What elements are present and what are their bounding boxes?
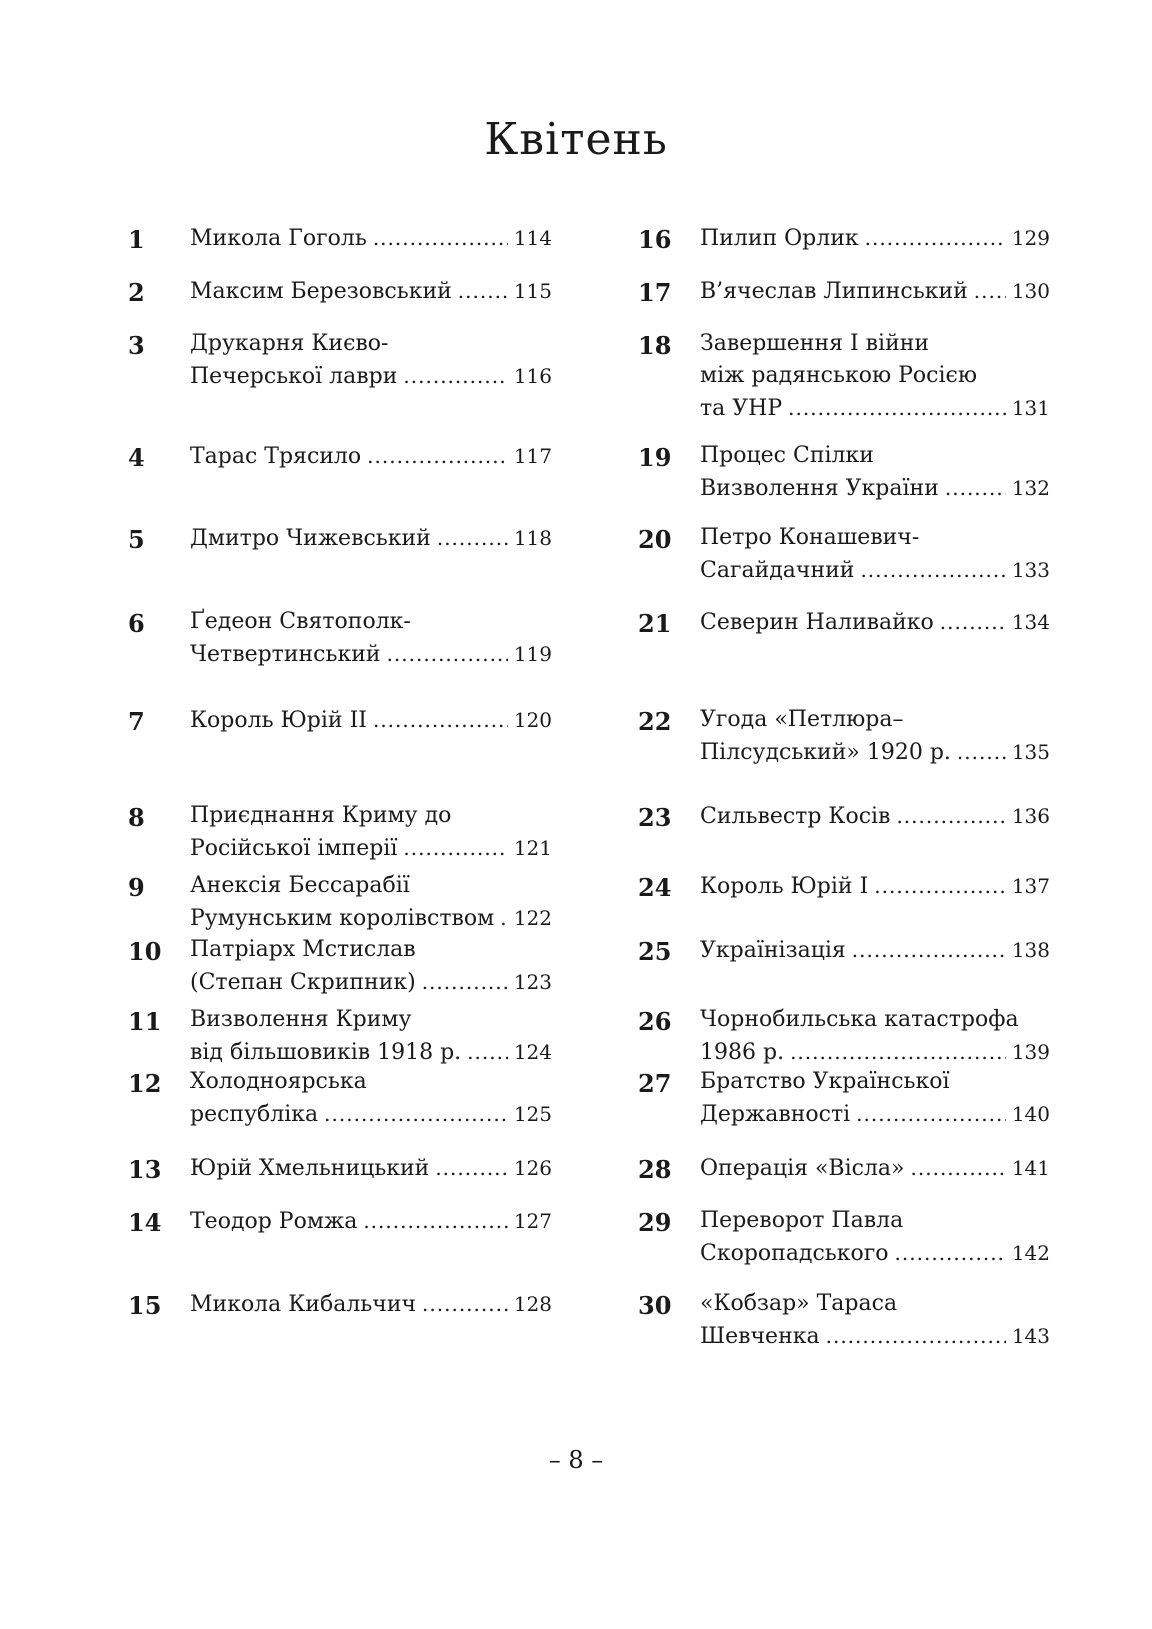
entry-last-line [190,1205,552,1238]
page-ref: 143 [1011,1324,1050,1348]
entry-last-line [700,1152,1050,1185]
entry-last-line [190,704,552,737]
entry-title-text: Микола Гоголь [190,226,367,251]
entry-body [190,1066,552,1131]
page-ref: 115 [513,279,552,303]
day-number: 20 [638,525,672,554]
entry-body [700,222,1050,255]
day-number: 29 [638,1208,672,1237]
toc-entry[interactable] [128,440,552,474]
day-number: 17 [638,278,672,307]
page-ref: 126 [513,1156,552,1180]
dot-leader [874,870,1006,902]
page-ref: 134 [1011,610,1050,634]
entry-body [700,934,1050,967]
entry-last-line [700,934,1050,967]
entry-body [700,275,1050,308]
page-ref: 117 [513,444,552,468]
toc-entry[interactable] [638,934,1050,968]
entry-last-line [700,554,1050,587]
entry-title-text: Друкарня Києво- [190,331,389,356]
entry-title-text: Процес Спілки [700,443,874,468]
entry-title-text: Пилип Орлик [700,226,859,251]
entry-line [700,328,1050,360]
page-ref: 124 [513,1040,552,1064]
entry-last-line [700,736,1050,769]
page-ref: 140 [1011,1102,1050,1126]
page-ref: 114 [513,226,552,250]
entry-body [190,1152,552,1185]
toc-entry[interactable] [638,440,1050,505]
dot-leader [826,1320,1006,1352]
dot-leader [367,440,508,472]
entry-last-line [190,1288,552,1321]
entry-title-text: Микола Кибальчич [190,1292,417,1317]
entry-title-text: Дмитро Чижевський [190,526,431,551]
dot-leader [957,736,1006,768]
entry-title-text: Українізація [700,938,846,963]
entry-line [700,1205,1050,1237]
entry-title-text: Патріарх Мстислав [190,937,416,962]
entry-body [700,1288,1050,1353]
entry-title-text: Операція «Вісла» [700,1156,905,1181]
entry-body [190,606,552,671]
dot-leader [324,1098,508,1130]
entry-body [700,440,1050,505]
entry-title-text: Король Юрій ІІ [190,708,367,733]
page-ref: 119 [513,642,552,666]
toc-entry[interactable] [128,606,552,671]
toc-entry[interactable] [638,222,1050,256]
page-ref: 139 [1011,1040,1050,1064]
entry-body [190,222,552,255]
page-ref: 122 [513,906,552,930]
entry-title-text: В’ячеслав Липинський [700,279,968,304]
toc-entry[interactable] [128,1205,552,1239]
entry-last-line [190,1098,552,1131]
day-number: 13 [128,1155,162,1184]
page-ref: 135 [1011,740,1050,764]
toc-entry[interactable] [128,1004,552,1069]
dot-leader [500,902,508,934]
entry-body [190,704,552,737]
entry-title-text: Тарас Трясило [190,444,362,469]
day-number: 15 [128,1291,162,1320]
entry-last-line [190,832,552,865]
entry-title-text: Юрій Хмельницький [190,1156,430,1181]
entry-last-line [700,1098,1050,1131]
entry-title-text: від більшовиків 1918 р. [190,1040,462,1065]
entry-last-line [190,522,552,555]
toc-entry[interactable] [638,1205,1050,1270]
entry-title-text: Сильвестр Косів [700,804,891,829]
entry-last-line [700,1036,1050,1069]
page-ref: 130 [1011,279,1050,303]
entry-title-text: Російської імперії [190,836,398,861]
page-ref: 120 [513,708,552,732]
dot-leader [422,966,508,998]
entry-last-line [700,275,1050,308]
entry-body [190,870,552,935]
dot-leader [852,934,1006,966]
entry-title-text: Скоропадського [700,1241,889,1266]
day-number: 26 [638,1007,672,1036]
entry-body [700,606,1050,639]
toc-entry[interactable] [638,1152,1050,1186]
entry-title-text: Чорнобильська катастрофа [700,1007,1019,1032]
entry-body [700,522,1050,587]
page-ref: 118 [513,526,552,550]
dot-leader [865,222,1006,254]
page-ref: 127 [513,1209,552,1233]
dot-leader [945,472,1006,504]
day-number: 19 [638,443,672,472]
entry-last-line [190,275,552,308]
day-number: 11 [128,1007,162,1036]
day-number: 23 [638,803,672,832]
entry-title-text: Северин Наливайко [700,610,934,635]
toc-entry[interactable] [638,275,1050,309]
page-ref: 133 [1011,558,1050,582]
entry-title-text: Ґедеон Святополк- [190,609,411,634]
day-number: 8 [128,803,145,832]
entry-title-text: Державності [700,1102,851,1127]
dot-leader [974,275,1006,307]
entry-last-line [700,800,1050,833]
toc-entry[interactable] [638,522,1050,587]
toc-entry[interactable] [128,870,552,935]
entry-title-text: (Степан Скрипник) [190,970,416,995]
toc-entry[interactable] [128,328,552,393]
entry-title-text: Пілсудський» 1920 р. [700,740,951,765]
entry-title-text: Шевченка [700,1324,820,1349]
entry-last-line [190,360,552,393]
dot-leader [458,275,508,307]
page-ref: 136 [1011,804,1050,828]
entry-body [190,1004,552,1069]
day-number: 12 [128,1069,162,1098]
entry-body [700,870,1050,903]
day-number: 2 [128,278,145,307]
day-number: 7 [128,707,145,736]
page-ref: 123 [513,970,552,994]
toc-entry[interactable] [128,934,552,999]
day-number: 25 [638,937,672,966]
entry-body [700,1066,1050,1131]
entry-body [190,1288,552,1321]
entry-line [700,440,1050,472]
entry-last-line [190,902,552,935]
entry-last-line [190,1036,552,1069]
dot-leader [387,638,508,670]
entry-title-text: Четвертинський [190,642,381,667]
dot-leader [437,522,508,554]
entry-title-text: Угода «Петлюра– [700,707,904,732]
entry-line [190,606,552,638]
page-ref: 142 [1011,1241,1050,1265]
dot-leader [422,1288,508,1320]
dot-leader [940,606,1006,638]
entry-body [700,800,1050,833]
toc-entry[interactable] [128,1288,552,1322]
entry-title-text: «Кобзар» Тараса [700,1291,898,1316]
entry-title-text: Максим Березовський [190,279,452,304]
entry-line [190,800,552,832]
dot-leader [856,1098,1006,1130]
page-ref: 141 [1011,1156,1050,1180]
day-number: 30 [638,1291,672,1320]
entry-title-text: Приєднання Криму до [190,803,452,828]
day-number: 4 [128,443,145,472]
day-number: 3 [128,331,145,360]
entry-line [190,328,552,360]
page-number: – 8 – [548,1446,604,1474]
dot-leader [911,1152,1006,1184]
entry-line [700,1288,1050,1320]
entry-body [700,328,1050,425]
toc-entry[interactable] [638,704,1050,769]
toc-entry[interactable] [638,606,1050,640]
dot-leader [373,222,508,254]
toc-entry[interactable] [638,1066,1050,1131]
entry-title-text: Теодор Ромжа [190,1209,358,1234]
dot-leader [373,704,508,736]
page-title: Квітень [484,114,668,165]
entry-line [700,704,1050,736]
day-number: 1 [128,225,145,254]
entry-last-line [700,1320,1050,1353]
dot-leader [788,392,1006,424]
entry-body [190,440,552,473]
toc-entry[interactable] [128,275,552,309]
page-ref: 137 [1011,874,1050,898]
day-number: 10 [128,937,162,966]
page-ref: 116 [513,364,552,388]
day-number: 18 [638,331,672,360]
toc-entry[interactable] [638,800,1050,834]
entry-title-text: Визволення Криму [190,1007,412,1032]
page-ref: 132 [1011,476,1050,500]
page-ref: 129 [1011,226,1050,250]
entry-line [190,934,552,966]
entry-last-line [190,222,552,255]
entry-body [190,1205,552,1238]
dot-leader [363,1205,507,1237]
dot-leader [435,1152,508,1184]
entry-last-line [700,606,1050,639]
day-number: 21 [638,609,672,638]
dot-leader [860,554,1005,586]
entry-body [190,328,552,393]
entry-line [190,1004,552,1036]
entry-line [700,1066,1050,1098]
entry-title-text: Печерської лаври [190,364,398,389]
entry-title-text: Румунським королівством [190,906,495,931]
day-number: 5 [128,525,145,554]
toc-entry[interactable] [638,870,1050,904]
entry-title-text: республіка [190,1102,319,1127]
dot-leader [403,360,507,392]
day-number: 24 [638,873,672,902]
toc-entry[interactable] [128,522,552,556]
entry-last-line [700,1237,1050,1270]
dot-leader [895,1237,1006,1269]
entry-title-text: між радянською Росією [700,363,977,388]
toc-entry[interactable] [128,800,552,865]
dot-leader [896,800,1005,832]
toc-entry[interactable] [638,1004,1050,1069]
day-number: 9 [128,873,145,902]
page-ref: 121 [513,836,552,860]
day-number: 14 [128,1208,162,1237]
toc-entry[interactable] [638,328,1050,425]
entry-body [700,1004,1050,1069]
entry-last-line [700,392,1050,425]
entry-title-text: 1986 р. [700,1040,785,1065]
entry-title-text: Петро Конашевич- [700,525,920,550]
entry-title-text: Холодноярська [190,1069,367,1094]
entry-body [700,1152,1050,1185]
toc-entry[interactable] [128,1066,552,1131]
entry-line [700,522,1050,554]
entry-title-text: та УНР [700,396,783,421]
entry-last-line [190,440,552,473]
page-ref: 131 [1011,396,1050,420]
page-ref: 138 [1011,938,1050,962]
day-number: 22 [638,707,672,736]
entry-body [190,522,552,555]
day-number: 28 [638,1155,672,1184]
entry-line [190,1066,552,1098]
entry-line [190,870,552,902]
day-number: 27 [638,1069,672,1098]
entry-last-line [700,870,1050,903]
entry-title-text: Переворот Павла [700,1208,904,1233]
entry-last-line [190,1152,552,1185]
dot-leader [403,832,507,864]
entry-body [190,934,552,999]
entry-title-text: Король Юрій І [700,874,869,899]
entry-line [700,1004,1050,1036]
toc-entry[interactable] [128,704,552,738]
toc-entry[interactable] [128,222,552,256]
entry-last-line [190,638,552,671]
entry-last-line [190,966,552,999]
entry-line [700,360,1050,392]
entry-last-line [700,472,1050,505]
entry-title-text: Визволення України [700,476,939,501]
toc-entry[interactable] [128,1152,552,1186]
entry-body [700,704,1050,769]
entry-title-text: Анексія Бессарабії [190,873,410,898]
entry-body [700,1205,1050,1270]
entry-body [190,275,552,308]
entry-body [190,800,552,865]
entry-last-line [700,222,1050,255]
page-ref: 125 [513,1102,552,1126]
entry-title-text: Сагайдачний [700,558,855,583]
dot-leader [467,1036,508,1068]
page-ref: 128 [513,1292,552,1316]
toc-entry[interactable] [638,1288,1050,1353]
dot-leader [790,1036,1006,1068]
entry-title-text: Братство Української [700,1069,950,1094]
entry-title-text: Завершення І війни [700,331,930,356]
day-number: 16 [638,225,672,254]
day-number: 6 [128,609,145,638]
